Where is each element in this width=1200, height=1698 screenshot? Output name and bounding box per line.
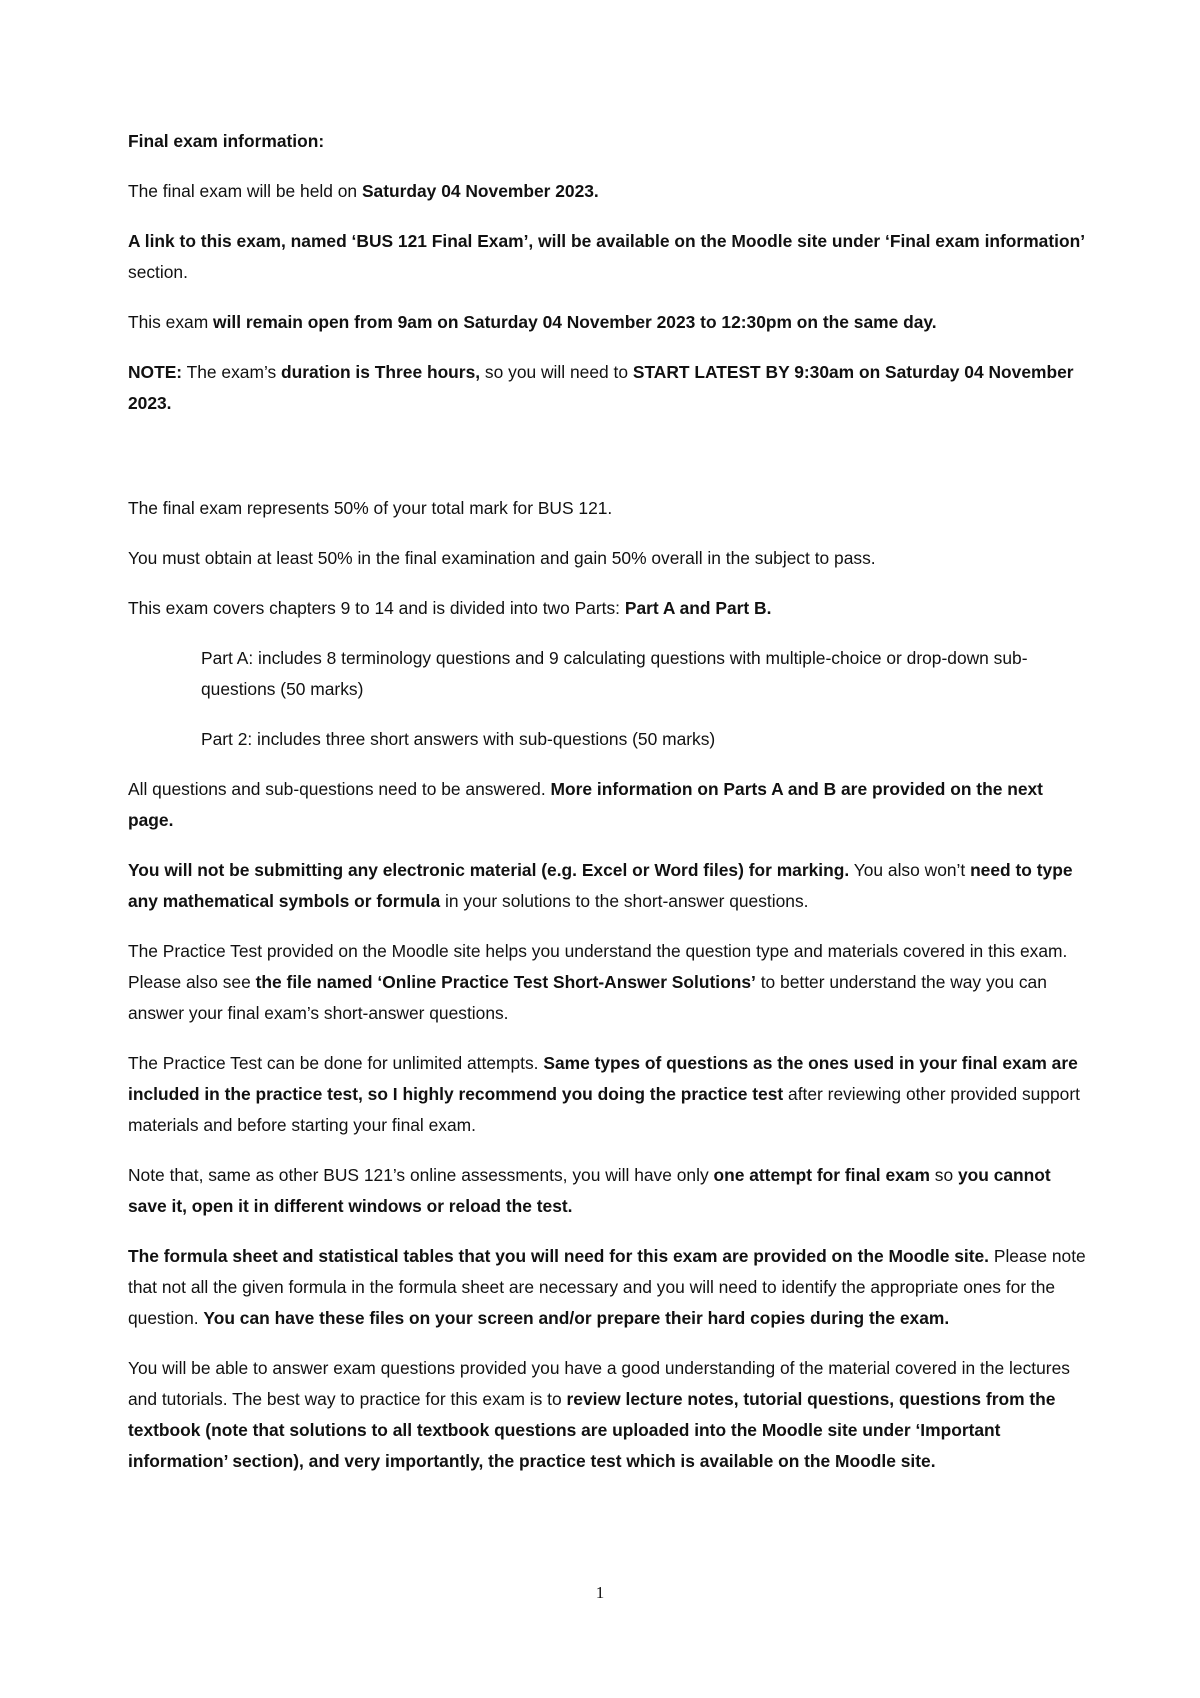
paragraph-practice-attempts: The Practice Test can be done for unlimited attempts. Same types of questions as the ones used in your final exam are included in the practice test, so I highly recommend you doing the practice test after reviewing other provided support materials and before starting your final exam.	[128, 1053, 1080, 1135]
paragraph-answer-all: All questions and sub-questions need to be answered. More information on Parts A and B are provided on the next page.	[128, 779, 1043, 830]
paragraph-exam-coverage: This exam covers chapters 9 to 14 and is divided into two Parts: Part A and Part B.	[128, 598, 772, 618]
page-number: 1	[595, 1583, 605, 1602]
paragraph-pass-requirement: You must obtain at least 50% in the final examination and gain 50% overall in the subject to pass.	[128, 548, 876, 568]
paragraph-no-submission: You will not be submitting any electronic material (e.g. Excel or Word files) for marking. You also won’t need to type any mathematical symbols or formula in your solutions to the short-answer questions.	[128, 860, 1073, 911]
document-heading: Final exam information:	[128, 131, 325, 151]
paragraph-part-2: Part 2: includes three short answers with sub-questions (50 marks)	[201, 729, 716, 749]
paragraph-exam-weight: The final exam represents 50% of your total mark for BUS 121.	[128, 498, 613, 518]
paragraph-one-attempt: Note that, same as other BUS 121’s online assessments, you will have only one attempt for final exam so you cannot save it, open it in different windows or reload the test.	[128, 1165, 1051, 1216]
paragraph-exam-link: A link to this exam, named ‘BUS 121 Final Exam’, will be available on the Moodle site under ‘Final exam information’ section.	[128, 231, 1086, 282]
paragraph-exam-date: The final exam will be held on Saturday 04 November 2023.	[128, 181, 599, 201]
paragraph-part-a: Part A: includes 8 terminology questions and 9 calculating questions with multiple-choice or drop-down sub-questions (50 marks)	[201, 648, 1028, 699]
paragraph-study-advice: You will be able to answer exam questions provided you have a good understanding of the material covered in the lectures and tutorials. The best way to practice for this exam is to review lecture notes, tutorial questions, questions from the textbook (note that solutions to all textbook questions are uploaded into the Moodle site under ‘Important information’ section), and very importantly, the practice test which is available on the Moodle site.	[128, 1358, 1070, 1471]
paragraph-formula-sheet: The formula sheet and statistical tables that you will need for this exam are provided on the Moodle site. Please note that not all the given formula in the formula sheet are necessary and you will need to identify the appropriate ones for the question. You can have these files on your screen and/or prepare their hard copies during the exam.	[128, 1246, 1086, 1328]
paragraph-practice-test: The Practice Test provided on the Moodle site helps you understand the question type and materials covered in this exam. Please also see the file named ‘Online Practice Test Short-Answer Solutions’ to better understand the way you can answer your final exam’s short-answer questions.	[128, 941, 1068, 1023]
document-body	[128, 126, 1086, 1496]
blank-space	[128, 438, 1086, 493]
paragraph-exam-open-time: This exam will remain open from 9am on Saturday 04 November 2023 to 12:30pm on the same day.	[128, 312, 937, 332]
paragraph-exam-note: NOTE: The exam’s duration is Three hours, so you will need to START LATEST BY 9:30am on Saturday 04 November 2023.	[128, 362, 1074, 413]
